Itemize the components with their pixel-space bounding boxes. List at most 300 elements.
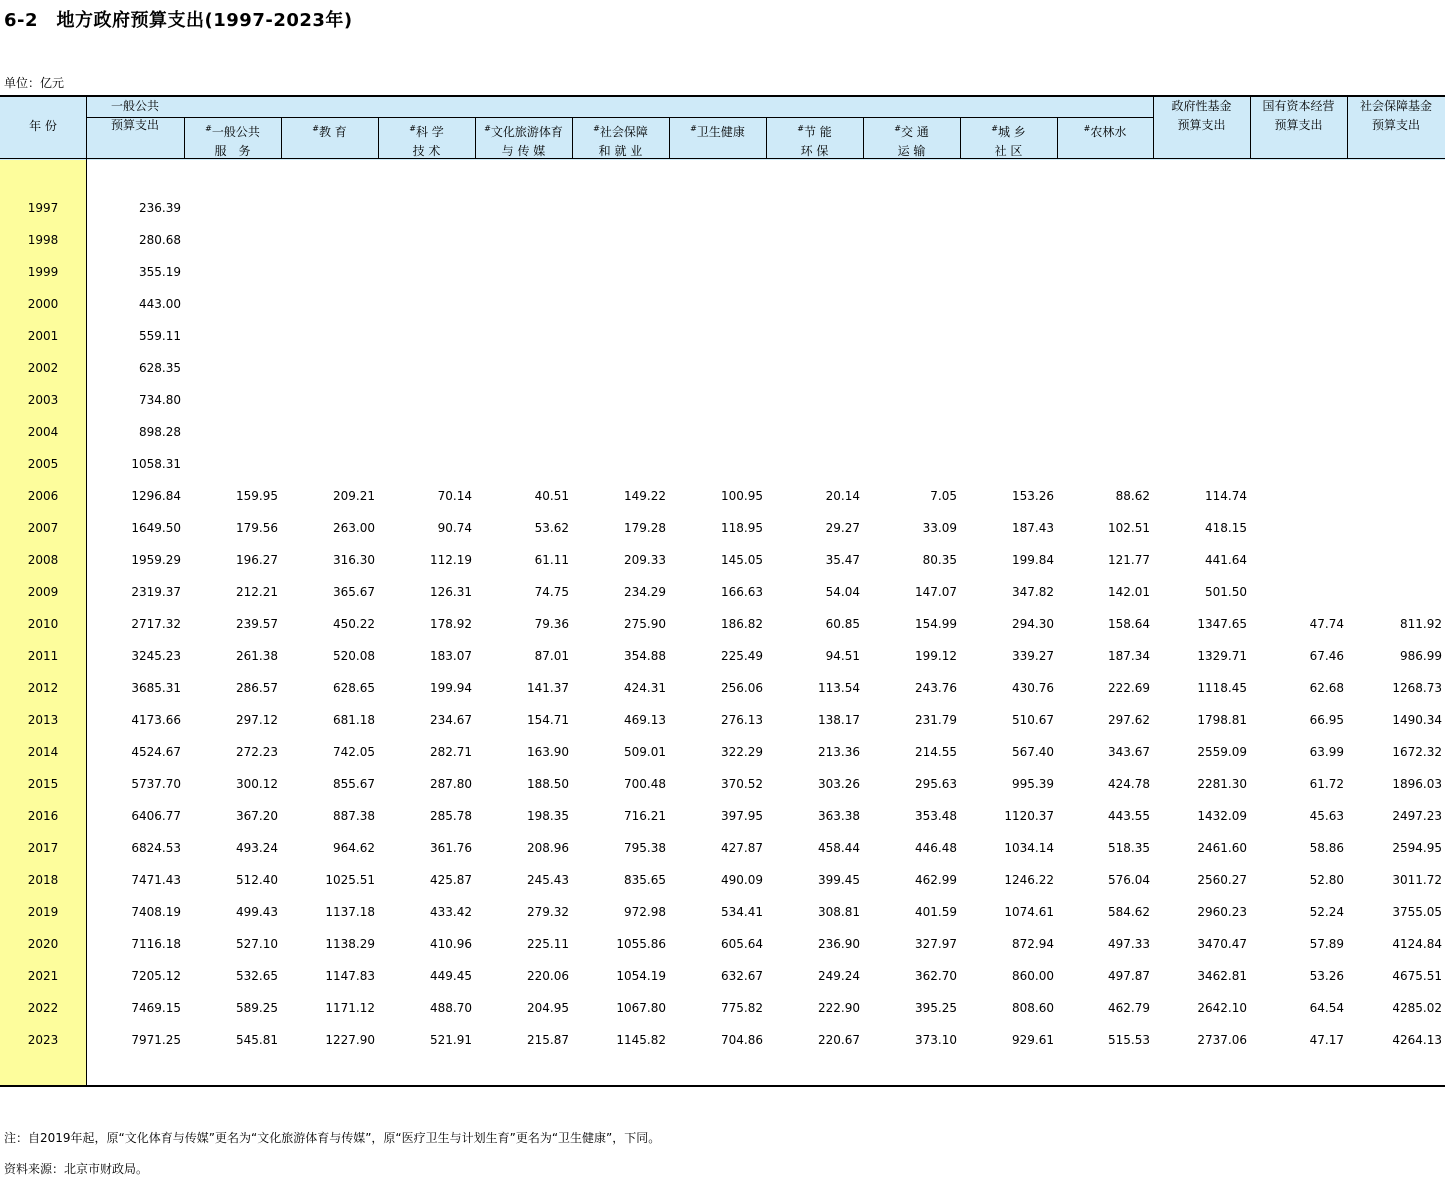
value-cell: 4675.51 (1392, 969, 1442, 983)
value-cell: 1054.19 (616, 969, 666, 983)
subitem-mark: # (312, 124, 319, 133)
value-cell: 47.74 (1309, 617, 1344, 631)
value-cell: 532.65 (236, 969, 278, 983)
table-row (0, 518, 1445, 538)
subitem-mark: # (1083, 124, 1091, 133)
subitem-mark: # (409, 124, 416, 133)
value-cell: 972.98 (624, 905, 666, 919)
value-cell: 1118.45 (1197, 681, 1247, 695)
table-row (0, 454, 1445, 474)
value-cell: 545.81 (236, 1033, 278, 1047)
year-cell: 2009 (27, 585, 59, 599)
year-cell: 2014 (27, 745, 59, 759)
value-cell: 509.01 (624, 745, 666, 759)
value-cell: 61.11 (534, 553, 569, 567)
value-cell: 443.55 (1108, 809, 1150, 823)
value-cell: 450.22 (333, 617, 375, 631)
value-cell: 64.54 (1309, 1001, 1344, 1015)
value-cell: 276.13 (721, 713, 763, 727)
value-cell: 113.54 (818, 681, 860, 695)
value-cell: 159.95 (236, 489, 278, 503)
table-row (0, 934, 1445, 954)
value-cell: 272.23 (236, 745, 278, 759)
value-cell: 209.21 (333, 489, 375, 503)
table-row (0, 294, 1445, 314)
value-cell: 308.81 (818, 905, 860, 919)
value-cell: 860.00 (1012, 969, 1054, 983)
value-cell: 534.41 (721, 905, 763, 919)
value-cell: 149.22 (624, 489, 666, 503)
year-cell: 2023 (27, 1033, 59, 1047)
subitem-mark: # (894, 124, 901, 133)
year-cell: 2003 (27, 393, 59, 407)
value-cell: 995.39 (1012, 777, 1054, 791)
value-cell: 1329.71 (1197, 649, 1247, 663)
value-cell: 208.96 (527, 841, 569, 855)
value-cell: 1959.29 (131, 553, 181, 567)
value-cell: 399.45 (818, 873, 860, 887)
header-sub-0: #一般公共 服 务 (205, 124, 260, 158)
table-row (0, 262, 1445, 282)
value-cell: 497.33 (1108, 937, 1150, 951)
year-cell: 2012 (27, 681, 59, 695)
value-cell: 225.49 (721, 649, 763, 663)
value-cell: 986.99 (1400, 649, 1442, 663)
value-cell: 518.35 (1108, 841, 1150, 855)
value-cell: 100.95 (721, 489, 763, 503)
value-cell: 458.44 (818, 841, 860, 855)
value-cell: 361.76 (430, 841, 472, 855)
value-cell: 1067.80 (616, 1001, 666, 1015)
value-cell: 1432.09 (1197, 809, 1247, 823)
value-cell: 521.91 (430, 1033, 472, 1047)
value-cell: 239.57 (236, 617, 278, 631)
value-cell: 2642.10 (1197, 1001, 1247, 1015)
year-cell: 2016 (27, 809, 59, 823)
header-sub-3: #文化旅游体育 与 传 媒 (484, 124, 563, 158)
value-cell: 53.26 (1309, 969, 1344, 983)
value-cell: 220.67 (818, 1033, 860, 1047)
value-cell: 300.12 (236, 777, 278, 791)
value-cell: 567.40 (1012, 745, 1054, 759)
value-cell: 179.28 (624, 521, 666, 535)
value-cell: 249.24 (818, 969, 860, 983)
value-cell: 7971.25 (131, 1033, 181, 1047)
value-cell: 462.99 (915, 873, 957, 887)
value-cell: 424.31 (624, 681, 666, 695)
value-cell: 236.39 (139, 201, 181, 215)
header-sub-4: #社会保障 和 就 业 (593, 124, 648, 158)
year-cell: 2005 (27, 457, 59, 471)
header-sub-2: #科 学 技 术 (409, 124, 444, 158)
value-cell: 199.12 (915, 649, 957, 663)
value-cell: 79.36 (534, 617, 569, 631)
value-cell: 58.86 (1309, 841, 1344, 855)
value-cell: 433.42 (430, 905, 472, 919)
value-cell: 401.59 (915, 905, 957, 919)
value-cell: 327.97 (915, 937, 957, 951)
value-cell: 7205.12 (131, 969, 181, 983)
value-cell: 220.06 (527, 969, 569, 983)
value-cell: 287.80 (430, 777, 472, 791)
value-cell: 499.43 (236, 905, 278, 919)
value-cell: 424.78 (1108, 777, 1150, 791)
header-state-capital: 国有资本经营 预算支出 (1262, 99, 1335, 132)
value-cell: 628.65 (333, 681, 375, 695)
value-cell: 1798.81 (1197, 713, 1247, 727)
value-cell: 94.51 (825, 649, 860, 663)
value-cell: 510.67 (1012, 713, 1054, 727)
year-cell: 2010 (27, 617, 59, 631)
value-cell: 57.89 (1309, 937, 1344, 951)
value-cell: 20.14 (825, 489, 860, 503)
value-cell: 872.94 (1012, 937, 1054, 951)
value-cell: 222.90 (818, 1001, 860, 1015)
value-cell: 493.24 (236, 841, 278, 855)
header-sub-9: #农林水 (1083, 124, 1127, 139)
value-cell: 1074.61 (1004, 905, 1054, 919)
value-cell: 367.20 (236, 809, 278, 823)
value-cell: 929.61 (1012, 1033, 1054, 1047)
year-cell: 2011 (27, 649, 59, 663)
value-cell: 4285.02 (1392, 1001, 1442, 1015)
value-cell: 236.90 (818, 937, 860, 951)
value-cell: 158.64 (1108, 617, 1150, 631)
table-row (0, 390, 1445, 410)
value-cell: 589.25 (236, 1001, 278, 1015)
value-cell: 186.82 (721, 617, 763, 631)
value-cell: 87.01 (534, 649, 569, 663)
value-cell: 70.14 (437, 489, 472, 503)
table-row (0, 422, 1445, 442)
value-cell: 559.11 (139, 329, 181, 343)
value-cell: 2960.23 (1197, 905, 1247, 919)
value-cell: 1147.83 (325, 969, 375, 983)
value-cell: 285.78 (430, 809, 472, 823)
value-cell: 1137.18 (325, 905, 375, 919)
value-cell: 199.94 (430, 681, 472, 695)
value-cell: 154.99 (915, 617, 957, 631)
value-cell: 370.52 (721, 777, 763, 791)
value-cell: 1246.22 (1004, 873, 1054, 887)
value-cell: 4124.84 (1392, 937, 1442, 951)
value-cell: 4524.67 (131, 745, 181, 759)
value-cell: 704.86 (721, 1033, 763, 1047)
value-cell: 515.53 (1108, 1033, 1150, 1047)
year-cell: 2022 (27, 1001, 59, 1015)
value-cell: 7471.43 (131, 873, 181, 887)
year-cell: 1999 (27, 265, 59, 279)
table-row (0, 742, 1445, 762)
value-cell: 742.05 (333, 745, 375, 759)
table-row (0, 966, 1445, 986)
table-row (0, 774, 1445, 794)
year-cell: 2008 (27, 553, 59, 567)
unit-label: 单位：亿元 (4, 76, 65, 90)
year-cell: 1998 (27, 233, 59, 247)
value-cell: 282.71 (430, 745, 472, 759)
value-cell: 501.50 (1205, 585, 1247, 599)
header-year: 年 份 (29, 119, 57, 133)
subitem-mark: # (593, 124, 600, 133)
value-cell: 215.87 (527, 1033, 569, 1047)
value-cell: 213.36 (818, 745, 860, 759)
value-cell: 112.19 (430, 553, 472, 567)
value-cell: 462.79 (1108, 1001, 1150, 1015)
table-row (0, 678, 1445, 698)
value-cell: 427.87 (721, 841, 763, 855)
value-cell: 855.67 (333, 777, 375, 791)
value-cell: 1268.73 (1392, 681, 1442, 695)
table-row (0, 870, 1445, 890)
value-cell: 178.92 (430, 617, 472, 631)
sub-header-rule (86, 117, 1153, 118)
value-cell: 811.92 (1400, 617, 1442, 631)
header-sub-6: #节 能 环 保 (797, 124, 832, 158)
value-cell: 4173.66 (131, 713, 181, 727)
value-cell: 887.38 (333, 809, 375, 823)
value-cell: 1649.50 (131, 521, 181, 535)
value-cell: 3755.05 (1392, 905, 1442, 919)
value-cell: 5737.70 (131, 777, 181, 791)
table-row (0, 358, 1445, 378)
value-cell: 2594.95 (1392, 841, 1442, 855)
value-cell: 234.29 (624, 585, 666, 599)
value-cell: 2737.06 (1197, 1033, 1247, 1047)
year-cell: 2002 (27, 361, 59, 375)
year-cell: 2007 (27, 521, 59, 535)
footnote: 注：自2019年起，原“文化体育与传媒”更名为“文化旅游体育与传媒”，原“医疗卫生与计划生育”更名为“卫生健康”，下同。 (4, 1131, 661, 1145)
value-cell: 339.27 (1012, 649, 1054, 663)
value-cell: 102.51 (1108, 521, 1150, 535)
value-cell: 225.11 (527, 937, 569, 951)
value-cell: 1145.82 (616, 1033, 666, 1047)
value-cell: 835.65 (624, 873, 666, 887)
value-cell: 114.74 (1205, 489, 1247, 503)
value-cell: 126.31 (430, 585, 472, 599)
source-note: 资料来源：北京市财政局。 (4, 1162, 149, 1176)
value-cell: 795.38 (624, 841, 666, 855)
value-cell: 576.04 (1108, 873, 1150, 887)
value-cell: 395.25 (915, 1001, 957, 1015)
value-cell: 121.77 (1108, 553, 1150, 567)
value-cell: 410.96 (430, 937, 472, 951)
value-cell: 80.35 (922, 553, 957, 567)
value-cell: 3685.31 (131, 681, 181, 695)
value-cell: 1171.12 (325, 1001, 375, 1015)
value-cell: 60.85 (825, 617, 860, 631)
value-cell: 425.87 (430, 873, 472, 887)
page-title: 6-2 地方政府预算支出(1997-2023年) (4, 10, 353, 31)
value-cell: 1896.03 (1392, 777, 1442, 791)
value-cell: 3245.23 (131, 649, 181, 663)
table-row (0, 646, 1445, 666)
value-cell: 74.75 (534, 585, 569, 599)
value-cell: 256.06 (721, 681, 763, 695)
value-cell: 187.34 (1108, 649, 1150, 663)
value-cell: 362.70 (915, 969, 957, 983)
value-cell: 418.15 (1205, 521, 1247, 535)
value-cell: 214.55 (915, 745, 957, 759)
subitem-mark: # (797, 124, 804, 133)
value-cell: 196.27 (236, 553, 278, 567)
value-cell: 628.35 (139, 361, 181, 375)
value-cell: 6406.77 (131, 809, 181, 823)
value-cell: 231.79 (915, 713, 957, 727)
value-cell: 512.40 (236, 873, 278, 887)
year-cell: 2018 (27, 873, 59, 887)
value-cell: 343.67 (1108, 745, 1150, 759)
value-cell: 1296.84 (131, 489, 181, 503)
year-cell: 2017 (27, 841, 59, 855)
value-cell: 153.26 (1012, 489, 1054, 503)
value-cell: 520.08 (333, 649, 375, 663)
header-sub-1: #教 育 (312, 124, 347, 139)
header-sub-7: #交 通 运 输 (894, 124, 929, 158)
value-cell: 209.33 (624, 553, 666, 567)
value-cell: 245.43 (527, 873, 569, 887)
value-cell: 279.32 (527, 905, 569, 919)
value-cell: 263.00 (333, 521, 375, 535)
table-row (0, 550, 1445, 570)
value-cell: 303.26 (818, 777, 860, 791)
year-cell: 2019 (27, 905, 59, 919)
value-cell: 142.01 (1108, 585, 1150, 599)
table-row (0, 998, 1445, 1018)
value-cell: 1227.90 (325, 1033, 375, 1047)
value-cell: 52.24 (1309, 905, 1344, 919)
value-cell: 4264.13 (1392, 1033, 1442, 1047)
value-cell: 355.19 (139, 265, 181, 279)
value-cell: 204.95 (527, 1001, 569, 1015)
table-bottom-rule (0, 1085, 1445, 1087)
value-cell: 212.21 (236, 585, 278, 599)
table-row (0, 486, 1445, 506)
value-cell: 7469.15 (131, 1001, 181, 1015)
value-cell: 63.99 (1309, 745, 1344, 759)
value-cell: 141.37 (527, 681, 569, 695)
value-cell: 145.05 (721, 553, 763, 567)
value-cell: 449.45 (430, 969, 472, 983)
value-cell: 66.95 (1309, 713, 1344, 727)
value-cell: 90.74 (437, 521, 472, 535)
value-cell: 67.46 (1309, 649, 1344, 663)
value-cell: 45.63 (1309, 809, 1344, 823)
value-cell: 469.13 (624, 713, 666, 727)
table-row (0, 326, 1445, 346)
table-row (0, 230, 1445, 250)
value-cell: 443.00 (139, 297, 181, 311)
value-cell: 3462.81 (1197, 969, 1247, 983)
value-cell: 118.95 (721, 521, 763, 535)
value-cell: 147.07 (915, 585, 957, 599)
value-cell: 275.90 (624, 617, 666, 631)
value-cell: 7408.19 (131, 905, 181, 919)
value-cell: 154.71 (527, 713, 569, 727)
value-cell: 397.95 (721, 809, 763, 823)
value-cell: 187.43 (1012, 521, 1054, 535)
year-cell: 1997 (27, 201, 59, 215)
header-sub-8: #城 乡 社 区 (991, 124, 1026, 158)
subitem-mark: # (205, 124, 212, 133)
header-general-budget: 一般公共 预算支出 (110, 99, 159, 132)
subitem-mark: # (484, 124, 491, 133)
value-cell: 7.05 (930, 489, 957, 503)
table-row (0, 582, 1445, 602)
value-cell: 2319.37 (131, 585, 181, 599)
value-cell: 179.56 (236, 521, 278, 535)
value-cell: 1490.34 (1392, 713, 1442, 727)
value-cell: 198.35 (527, 809, 569, 823)
value-cell: 441.64 (1205, 553, 1247, 567)
value-cell: 88.62 (1115, 489, 1150, 503)
value-cell: 1025.51 (325, 873, 375, 887)
value-cell: 62.68 (1309, 681, 1344, 695)
value-cell: 52.80 (1309, 873, 1344, 887)
value-cell: 1058.31 (131, 457, 181, 471)
value-cell: 1120.37 (1004, 809, 1054, 823)
value-cell: 898.28 (139, 425, 181, 439)
value-cell: 1055.86 (616, 937, 666, 951)
value-cell: 430.76 (1012, 681, 1054, 695)
value-cell: 734.80 (139, 393, 181, 407)
value-cell: 354.88 (624, 649, 666, 663)
value-cell: 2559.09 (1197, 745, 1247, 759)
value-cell: 234.67 (430, 713, 472, 727)
header-government-fund: 政府性基金 预算支出 (1171, 99, 1232, 132)
value-cell: 33.09 (922, 521, 957, 535)
value-cell: 681.18 (333, 713, 375, 727)
header-sub-5: #卫生健康 (690, 124, 745, 139)
value-cell: 7116.18 (131, 937, 181, 951)
value-cell: 35.47 (825, 553, 860, 567)
value-cell: 222.69 (1108, 681, 1150, 695)
year-cell: 2006 (27, 489, 59, 503)
value-cell: 365.67 (333, 585, 375, 599)
value-cell: 40.51 (534, 489, 569, 503)
data-table (0, 95, 1445, 1087)
year-cell: 2015 (27, 777, 59, 791)
value-cell: 1347.65 (1197, 617, 1247, 631)
value-cell: 295.63 (915, 777, 957, 791)
value-cell: 6824.53 (131, 841, 181, 855)
value-cell: 2717.32 (131, 617, 181, 631)
value-cell: 808.60 (1012, 1001, 1054, 1015)
value-cell: 297.62 (1108, 713, 1150, 727)
value-cell: 322.29 (721, 745, 763, 759)
value-cell: 700.48 (624, 777, 666, 791)
value-cell: 775.82 (721, 1001, 763, 1015)
table-row (0, 614, 1445, 634)
value-cell: 166.63 (721, 585, 763, 599)
value-cell: 183.07 (430, 649, 472, 663)
year-cell: 2004 (27, 425, 59, 439)
value-cell: 1138.29 (325, 937, 375, 951)
value-cell: 188.50 (527, 777, 569, 791)
value-cell: 29.27 (825, 521, 860, 535)
value-cell: 61.72 (1309, 777, 1344, 791)
value-cell: 316.30 (333, 553, 375, 567)
value-cell: 3011.72 (1392, 873, 1442, 887)
value-cell: 488.70 (430, 1001, 472, 1015)
year-cell: 2013 (27, 713, 59, 727)
value-cell: 2560.27 (1197, 873, 1247, 887)
year-cell: 2000 (27, 297, 59, 311)
value-cell: 446.48 (915, 841, 957, 855)
value-cell: 138.17 (818, 713, 860, 727)
value-cell: 3470.47 (1197, 937, 1247, 951)
table-row (0, 902, 1445, 922)
